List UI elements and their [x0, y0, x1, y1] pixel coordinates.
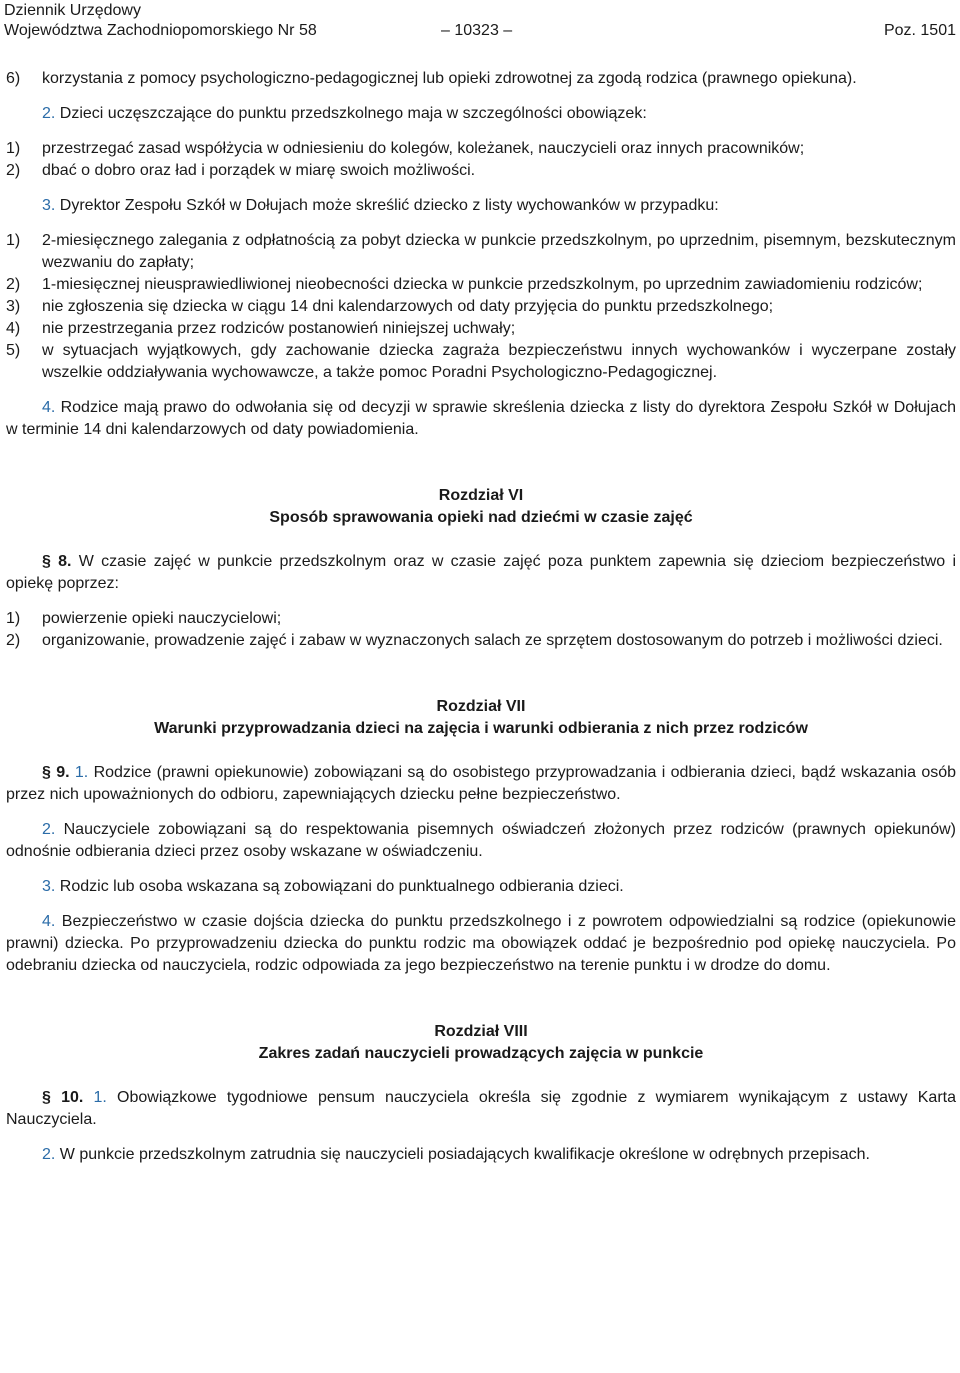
item-number: 2)	[6, 162, 21, 179]
item-number: 6)	[6, 70, 21, 87]
section-9	[6, 762, 956, 806]
item-text: 2-miesięcznego zalegania z odpłatnością za pobyt dziecka w punkcie przedszkolnym, po uprzednim, pisemnym, bezskutecznym wezwaniu do zapłaty;	[42, 232, 956, 271]
section-9-paragraph-3	[6, 876, 956, 898]
section-text: W czasie zajęć w punkcie przedszkolnym oraz w czasie zajęć poza punktem zapewnia się dzieciom bezpieczeństwo i opiekę poprzez:	[6, 553, 956, 592]
list-item	[6, 230, 956, 274]
item-text: nie przestrzegania przez rodziców postanowień niniejszej uchwały;	[42, 320, 516, 337]
item-text: 1-miesięcznej nieusprawiedliwionej nieobecności dziecka w punkcie przedszkolnym, po uprzednim zawiadomieniu rodziców;	[42, 276, 923, 293]
list-item	[6, 296, 956, 318]
paragraph-number: 1.	[93, 1089, 107, 1106]
section-text: Obowiązkowe tygodniowe pensum nauczyciela określa się zgodnie z wymiarem wynikającym z ustawy Karta Nauczyciela.	[6, 1089, 956, 1128]
section-9-paragraph-4	[6, 911, 956, 977]
list-item	[6, 68, 956, 90]
paragraph-number: 4.	[42, 399, 56, 416]
item-number: 1)	[6, 140, 21, 157]
chapter-6-title: Rozdział VI	[438, 487, 524, 504]
paragraph-number: 2.	[42, 105, 56, 122]
chapter-7-subtitle: Warunki przyprowadzania dzieci na zajęcia i warunki odbierania z nich przez rodziców	[154, 720, 808, 737]
paragraph-text: Dyrektor Zespołu Szkół w Dołujach może skreślić dziecko z listy wychowanków w przypadku:	[59, 197, 719, 214]
chapter-8-title: Rozdział VIII	[434, 1023, 528, 1040]
item-number: 4)	[6, 320, 21, 337]
paragraph-text: W punkcie przedszkolnym zatrudnia się nauczycieli posiadających kwalifikacje określone w odrębnych przepisach.	[59, 1146, 870, 1163]
document-body	[6, 68, 956, 1166]
item-number: 5)	[6, 342, 21, 359]
chapter-6-subtitle: Sposób sprawowania opieki nad dziećmi w czasie zajęć	[269, 509, 693, 526]
item-text: przestrzegać zasad współżycia w odniesieniu do kolegów, koleżanek, nauczycieli oraz innych pracowników;	[42, 140, 805, 157]
page-header	[4, 0, 956, 44]
journal-title: Dziennik Urzędowy	[4, 2, 141, 19]
item-number: 1)	[6, 610, 21, 627]
paragraph-text: Rodzic lub osoba wskazana są zobowiązani do punktualnego odbierania dzieci.	[59, 878, 624, 895]
paragraph-2	[6, 103, 956, 125]
item-number: 2)	[6, 276, 21, 293]
paragraph-text: Nauczyciele zobowiązani są do respektowania pisemnych oświadczeń złożonych przez rodziców (prawnych opiekunów) odnośnie odbierania dzieci przez osoby wskazane w oświadczeniu.	[6, 821, 956, 860]
paragraph-number: 1.	[74, 764, 89, 781]
item-text: w sytuacjach wyjątkowych, gdy zachowanie dziecka zagraża bezpieczeństwu innych wychowanków i wyczerpane zostały wszelkie oddziaływania wychowawcze, a także pomoc Poradni Psychologiczno-Pedagogicznej.	[42, 342, 956, 381]
item-text: nie zgłoszenia się dziecka w ciągu 14 dni kalendarzowych od daty przyjęcia do punktu przedszkolnego;	[42, 298, 774, 315]
item-number: 1)	[6, 232, 21, 249]
section-number: § 8.	[42, 553, 72, 570]
item-number: 3)	[6, 298, 21, 315]
item-text: powierzenie opieki nauczycielowi;	[42, 610, 282, 627]
list-item	[6, 608, 956, 630]
list-item	[6, 160, 956, 182]
paragraph-number: 3.	[42, 878, 56, 895]
list-item	[6, 340, 956, 384]
paragraph-4	[6, 397, 956, 441]
paragraph-text: Rodzice mają prawo do odwołania się od decyzji w sprawie skreślenia dziecka z listy do dyrektora Zespołu Szkół w Dołujach w terminie 14 dni kalendarzowych od daty powiadomienia.	[6, 399, 957, 438]
item-text: organizowanie, prowadzenie zajęć i zabaw w wyznaczonych salach ze sprzętem dostosowanym do potrzeb i możliwości dzieci.	[42, 632, 943, 649]
page-number: – 10323 –	[441, 22, 513, 39]
section-text: Rodzice (prawni opiekunowie) zobowiązani są do osobistego przyprowadzania i odbierania dzieci, bądź wskazania osób przez nich upoważnionych do odbioru, zapewniających dziecku pełne bezpieczeństwo.	[6, 764, 957, 803]
section-10	[6, 1087, 956, 1131]
section-number: § 9.	[42, 764, 70, 781]
journal-subtitle: Województwa Zachodniopomorskiego Nr 58	[4, 22, 317, 39]
list-item	[6, 274, 956, 296]
paragraph-number: 3.	[42, 197, 56, 214]
item-number: 2)	[6, 632, 21, 649]
position-number: Poz. 1501	[883, 22, 956, 39]
list-item	[6, 138, 956, 160]
list-item	[6, 630, 956, 652]
chapter-8-subtitle: Zakres zadań nauczycieli prowadzących zajęcia w punkcie	[258, 1045, 704, 1062]
paragraph-3	[6, 195, 956, 217]
section-8	[6, 551, 956, 595]
list-item	[6, 318, 956, 340]
section-number: § 10.	[42, 1089, 84, 1106]
paragraph-text: Bezpieczeństwo w czasie dojścia dziecka do punktu przedszkolnego i z powrotem odpowiedzialni są rodzice (opiekunowie prawni) dziecka. Po przyprowadzeniu dziecka do punktu rodzic ma obowiązek oddać je bezpośrednio pod opiekę nauczyciela. Po odebraniu dziecka od nauczyciela, rodzic odpowiada za jego bezpieczeństwo na terenie punktu i w drodze do domu.	[6, 913, 956, 974]
chapter-7-title: Rozdział VII	[436, 698, 526, 715]
item-text: dbać o dobro oraz ład i porządek w miarę swoich możliwości.	[42, 162, 476, 179]
section-10-paragraph-2	[6, 1144, 956, 1166]
paragraph-number: 2.	[42, 1146, 56, 1163]
section-9-paragraph-2	[6, 819, 956, 863]
paragraph-text: Dzieci uczęszczające do punktu przedszkolnego maja w szczególności obowiązek:	[59, 105, 647, 122]
paragraph-number: 2.	[42, 821, 56, 838]
paragraph-number: 4.	[42, 913, 56, 930]
item-text: korzystania z pomocy psychologiczno-pedagogicznej lub opieki zdrowotnej za zgodą rodzica (prawnego opiekuna).	[42, 70, 857, 87]
